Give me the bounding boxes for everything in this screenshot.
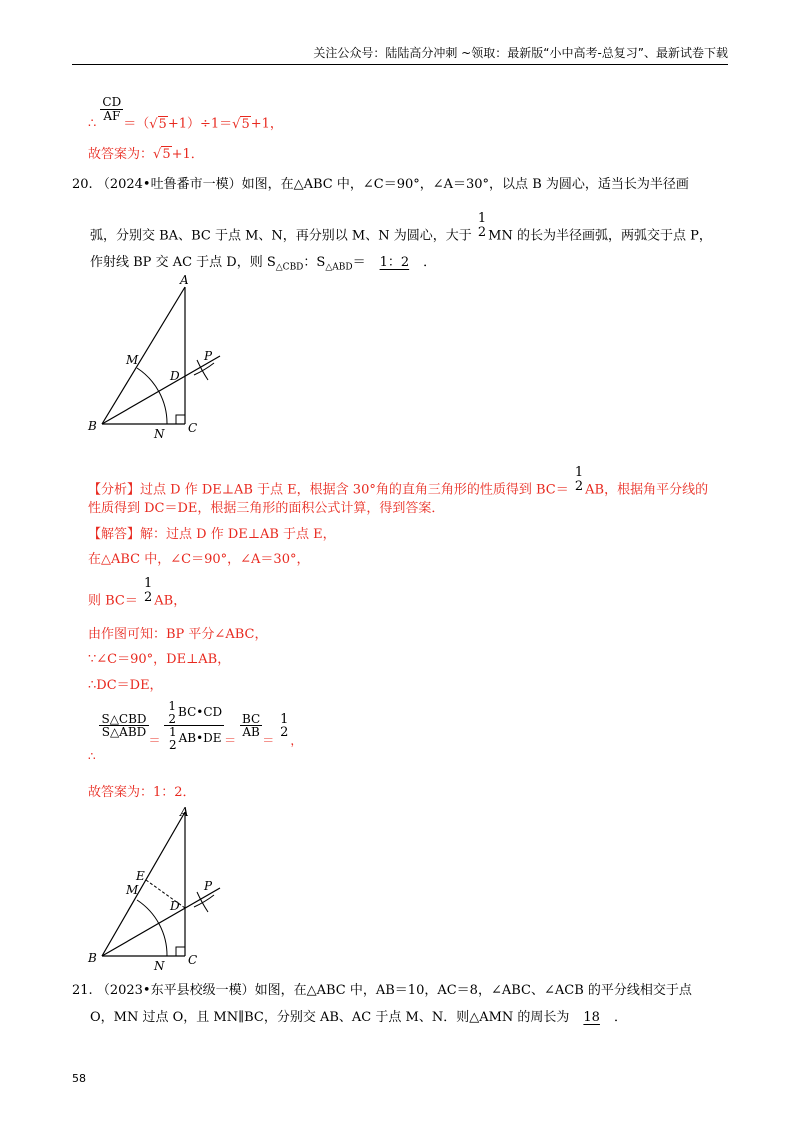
header-text: 关注公众号：陆陆高分冲刺 ~领取：最新版“小中高考-总复习”、最新试卷下载 — [313, 46, 728, 60]
problem20-line3: 作射线 BP 交 AC 于点 D，则 $S_{\triangle CBD}$：$S_{\triangle ABD}= 1$：2 ． — [90, 255, 437, 273]
label-e: E — [136, 869, 145, 883]
geometry-figure-2 — [80, 804, 240, 974]
solution-line3: 则 BC＝ 1 2 AB， — [88, 576, 187, 609]
label-a-2: A — [180, 805, 189, 819]
label-d-2: D — [170, 899, 180, 913]
solution-line6: ∴DC＝DE， — [88, 678, 163, 693]
result-fraction: 1 2 — [280, 711, 289, 741]
solution-line1: 【解答】解：过点 D 作 DE⊥AB 于点 E， — [88, 527, 336, 542]
right-angle-mark-2 — [176, 947, 185, 956]
problem21-answer: 18 — [583, 1010, 600, 1025]
arc-p1-2 — [197, 892, 208, 912]
analysis-line1: 【分析】过点 D 作 DE⊥AB 于点 E，根据含 30°角的直角三角形的性质得到 BC＝ 1 2 AB，根据角平分线的 — [88, 465, 709, 498]
ray-bp-2 — [102, 888, 220, 956]
label-m-2: M — [126, 883, 139, 897]
label-n: N — [154, 427, 165, 441]
ratio-equation: ∴ $\frac{\text{S△CBD}}{\text{S△ABD}}$ ＝ 1 2 BC•CD 1 2 AB•DE ＝ $\frac{BC}{AB}$ ＝ 1 2 ， — [88, 699, 303, 764]
ray-bp — [102, 356, 220, 424]
label-b-2: B — [88, 951, 97, 965]
bc-ab-fraction: $\frac{BC}{AB}$ — [241, 711, 261, 740]
label-c: C — [188, 421, 198, 435]
analysis-line2: 性质得到 DC＝DE，根据三角形的面积公式计算，得到答案． — [88, 501, 445, 516]
sqrt-five-2: √5 — [232, 116, 250, 132]
segment-ab-2 — [102, 812, 185, 956]
label-m: M — [126, 353, 139, 367]
sqrt-five: √5 — [149, 116, 167, 132]
problem20-answer: 1：2 — [379, 255, 410, 270]
arc-p1 — [197, 360, 208, 380]
prev-solution-ratio: ∴ $\frac{CD}{AF}$ ＝（√5+1）÷1＝√5+1， — [88, 95, 283, 132]
segment-ab — [102, 287, 185, 424]
big-fraction: 1 2 BC•CD 1 2 AB•DE — [164, 700, 224, 751]
label-c-2: C — [188, 953, 198, 967]
right-angle-mark — [176, 415, 185, 424]
label-p: P — [204, 349, 213, 363]
problem20-line2: 弧，分别交 BA、BC 于点 M、N，再分别以 M、N 为圆心，大于 1 2 MN 的长为半径画弧，两弧交于点 P， — [90, 211, 712, 244]
problem21-line2: O，MN 过点 O，且 MN∥BC，分别交 AB、AC 于点 M、N．则△AMN 的周长为 18 ． — [90, 1010, 627, 1025]
solution-line4: 由作图可知：BP 平分∠ABC， — [88, 627, 268, 642]
page-header — [72, 44, 728, 65]
label-a: A — [180, 273, 189, 287]
geometry-figure-1 — [80, 272, 240, 442]
arc-mn-2 — [137, 900, 167, 956]
label-n-2: N — [154, 959, 165, 973]
solution-line2: 在△ABC 中，∠C＝90°，∠A＝30°， — [88, 552, 310, 567]
solution-answer-line: 故答案为：1：2． — [88, 785, 196, 800]
solution-line5: ∵∠C＝90°，DE⊥AB， — [88, 652, 231, 667]
area-ratio-fraction: $\frac{\text{S△CBD}}{\text{S△ABD}}$ — [101, 711, 147, 740]
arc-mn — [137, 368, 167, 424]
cd-af-fraction: $\frac{CD}{AF}$ — [102, 95, 122, 123]
page-number: 58 — [72, 1072, 86, 1085]
label-d: D — [170, 369, 180, 383]
prev-answer-line: 故答案为：√5+1． — [88, 147, 204, 162]
label-p-2: P — [204, 879, 213, 893]
problem21-line1: 21. （2023•东平县校级一模）如图，在△ABC 中，AB＝10，AC＝8，∠ABC、∠ACB 的平分线相交于点 — [72, 983, 692, 998]
label-b: B — [88, 419, 97, 433]
problem20-line1: 20. （2024•吐鲁番市一模）如图，在△ABC 中，∠C＝90°，∠A＝30°，以点 B 为圆心，适当长为半径画 — [72, 177, 689, 192]
